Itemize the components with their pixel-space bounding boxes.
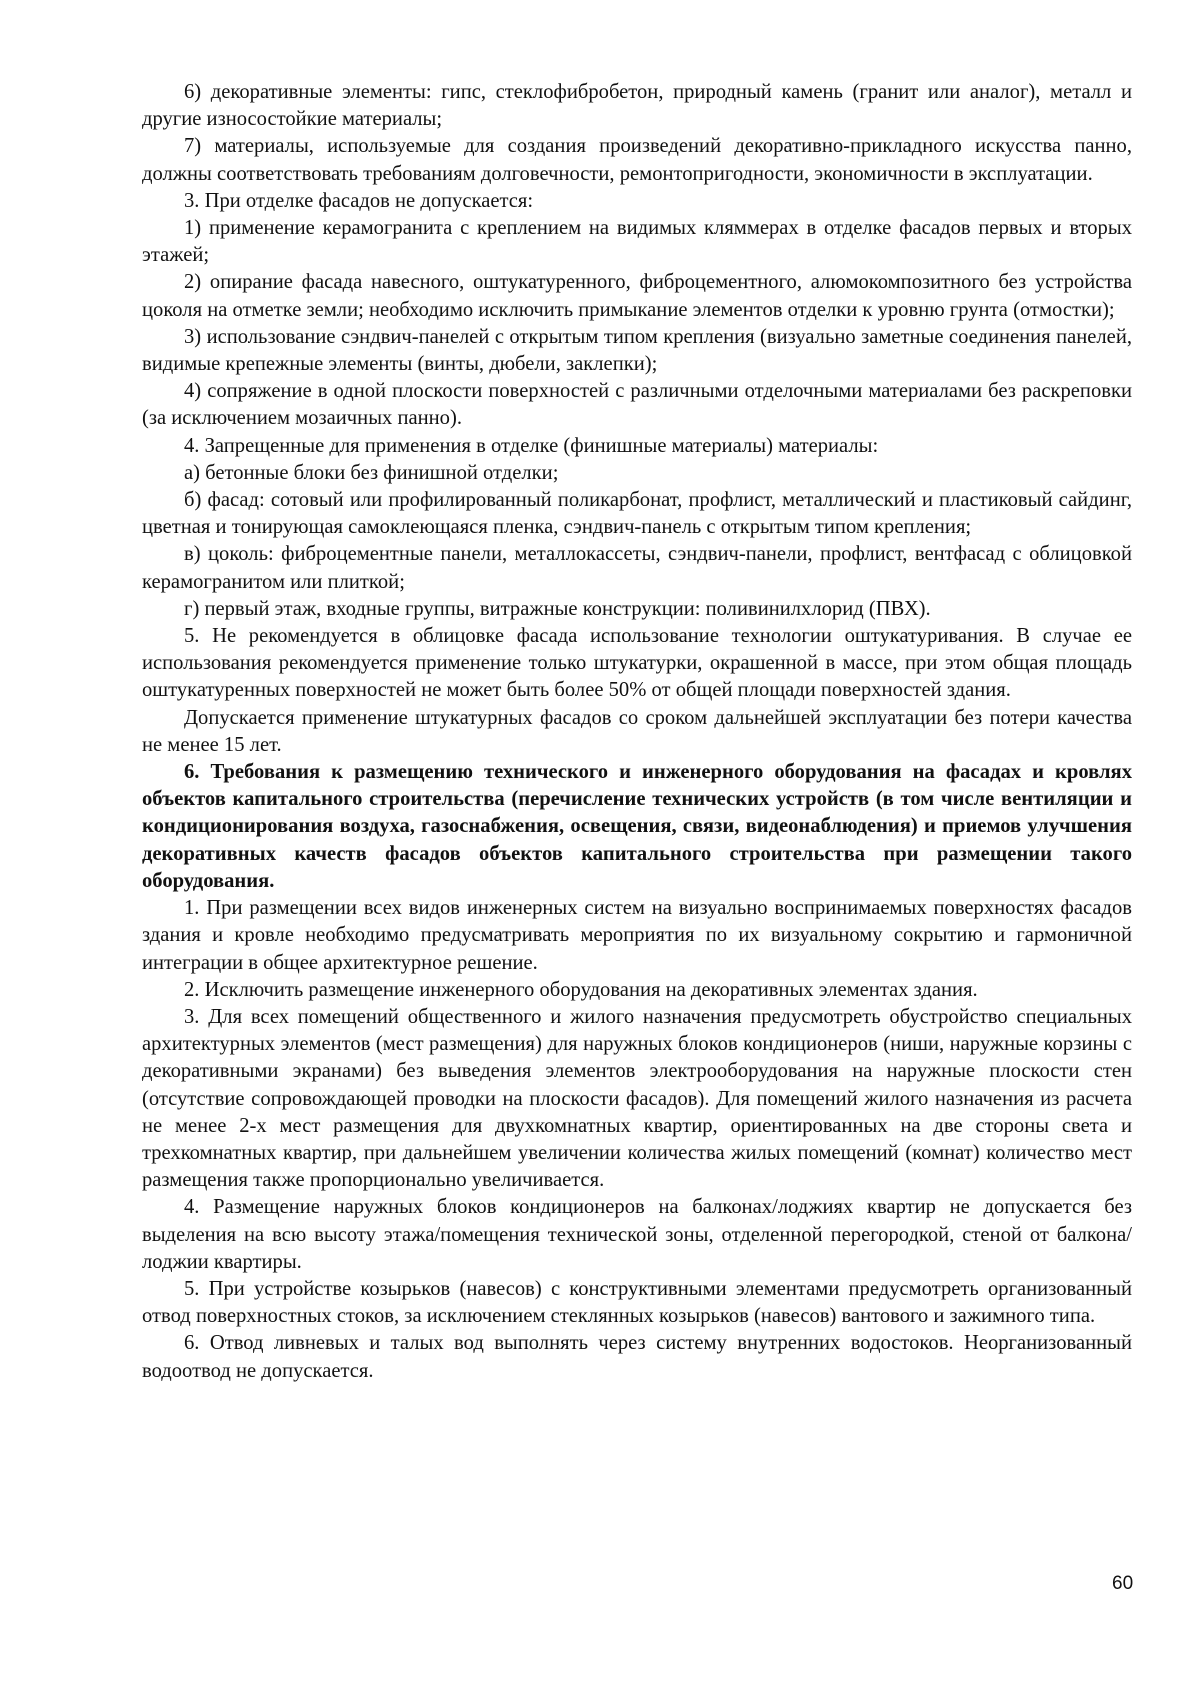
section-heading-equipment: 6. Требования к размещению технического и инженерного оборудования на фасадах и кровлях объектов капитального строительства (перечисление технических устройств (в том числе вентиляции и кондиционирования воздуха, газоснабжения, освещения, связи, видеонаблюдения) и приемов улучшения декоративных качеств фасадов объектов капитального строительства при размещении такого оборудования. — [142, 761, 1132, 892]
paragraph-6-decorative-elements: 6) декоративные элементы: гипс, стеклофибробетон, природный камень (гранит или аналог), металл и другие износостойкие материалы; — [142, 81, 1132, 131]
paragraph-3-4-plane-joining: 4) сопряжение в одной плоскости поверхностей с различными отделочными материалами без раскреповки (за исключением мозаичных панно). — [142, 380, 1132, 430]
page-body — [142, 79, 1132, 1385]
section-paragraph-1: 1. При размещении всех видов инженерных систем на визуально воспринимаемых поверхностях фасадов здания и кровле необходимо предусматривать мероприятия по их визуальному сокрытию и гармоничной интеграции в общее архитектурное решение. — [142, 897, 1132, 974]
page-number: 60 — [1112, 1573, 1134, 1594]
paragraph-4-a-concrete-blocks: а) бетонные блоки без финишной отделки; — [184, 461, 559, 484]
section-paragraph-2: 2. Исключить размещение инженерного оборудования на декоративных элементах здания. — [184, 978, 978, 1001]
paragraph-3-1-porcelain-clamps: 1) применение керамогранита с креплением на видимых кляммерах в отделке фасадов первых и вторых этажей; — [142, 217, 1132, 267]
section-paragraph-4: 4. Размещение наружных блоков кондиционеров на балконах/лоджиях квартир не допускается без выделения на всю высоту этажа/помещения технической зоны, отделенной перегородкой, стеной от балкона/лоджии квартиры. — [142, 1196, 1132, 1273]
paragraph-3-3-sandwich-panels: 3) использование сэндвич-панелей с открытым типом крепления (визуально заметные соединения панелей, видимые крепежные элементы (винты, дюбели, заклепки); — [142, 325, 1132, 376]
paragraph-3-2-facade-support: 2) опирание фасада навесного, оштукатуренного, фиброцементного, алюмокомпозитного без устройства цоколя на отметке земли; необходимо исключить примыкание элементов отделки к уровню грунта (отмостки); — [142, 271, 1132, 321]
paragraph-4-v-plinth: в) цоколь: фиброцементные панели, металлокассеты, сэндвич-панели, профлист, вентфасад с облицовкой керамогранитом или плиткой; — [142, 543, 1132, 593]
section-paragraph-6: 6. Отвод ливневых и талых вод выполнять через систему внутренних водостоков. Неорганизованный водоотвод не допускается. — [142, 1332, 1132, 1382]
paragraph-3-not-allowed: 3. При отделке фасадов не допускается: — [184, 189, 534, 212]
section-paragraph-5: 5. При устройстве козырьков (навесов) с конструктивными элементами предусмотреть организованный отвод поверхностных стоков, за исключением стеклянных козырьков (навесов) вантового и зажимного типа. — [142, 1277, 1132, 1328]
paragraph-4-prohibited-materials: 4. Запрещенные для применения в отделке (финишные материалы) материалы: — [184, 434, 879, 457]
paragraph-5-plastering: 5. Не рекомендуется в облицовке фасада использование технологии оштукатуривания. В случае ее использования рекомендуется применение только штукатурки, окрашенной в массе, при этом общая площадь оштукатуренных поверхностей не может быть более 50% от общей площади поверхностей здания. — [142, 625, 1132, 702]
paragraph-plaster-lifetime: Допускается применение штукатурных фасадов со сроком дальнейшей эксплуатации без потери качества не менее 15 лет. — [142, 706, 1132, 756]
section-paragraph-3: 3. Для всех помещений общественного и жилого назначения предусмотреть обустройство специальных архитектурных элементов (мест размещения) для наружных блоков кондиционеров (ниши, наружные корзины с декоративными экранами) без выведения элементов электрооборудования на наружные плоскости стен (отсутствие сопровождающей проводки на плоскости фасадов). Для помещений жилого назначения из расчета не менее 2-х мест размещения для двухкомнатных квартир, ориентированных на две стороны света и трехкомнатных квартир, при дальнейшем увеличении количества жилых помещений (комнат) количество мест размещения также пропорционально увеличивается. — [142, 1005, 1132, 1192]
paragraph-4-b-facade: б) фасад: сотовый или профилированный поликарбонат, профлист, металлический и пластиковый сайдинг, цветная и тонирующая самоклеющаяся пленка, сэндвич-панель с открытым типом крепления; — [142, 489, 1132, 539]
paragraph-7-panel-materials: 7) материалы, используемые для создания произведений декоративно-прикладного искусства панно, должны соответствовать требованиям долговечности, ремонтопригодности, экономичности в эксплуатации. — [142, 135, 1132, 185]
paragraph-4-g-first-floor: г) первый этаж, входные группы, витражные конструкции: поливинилхлорид (ПВХ). — [184, 597, 931, 620]
